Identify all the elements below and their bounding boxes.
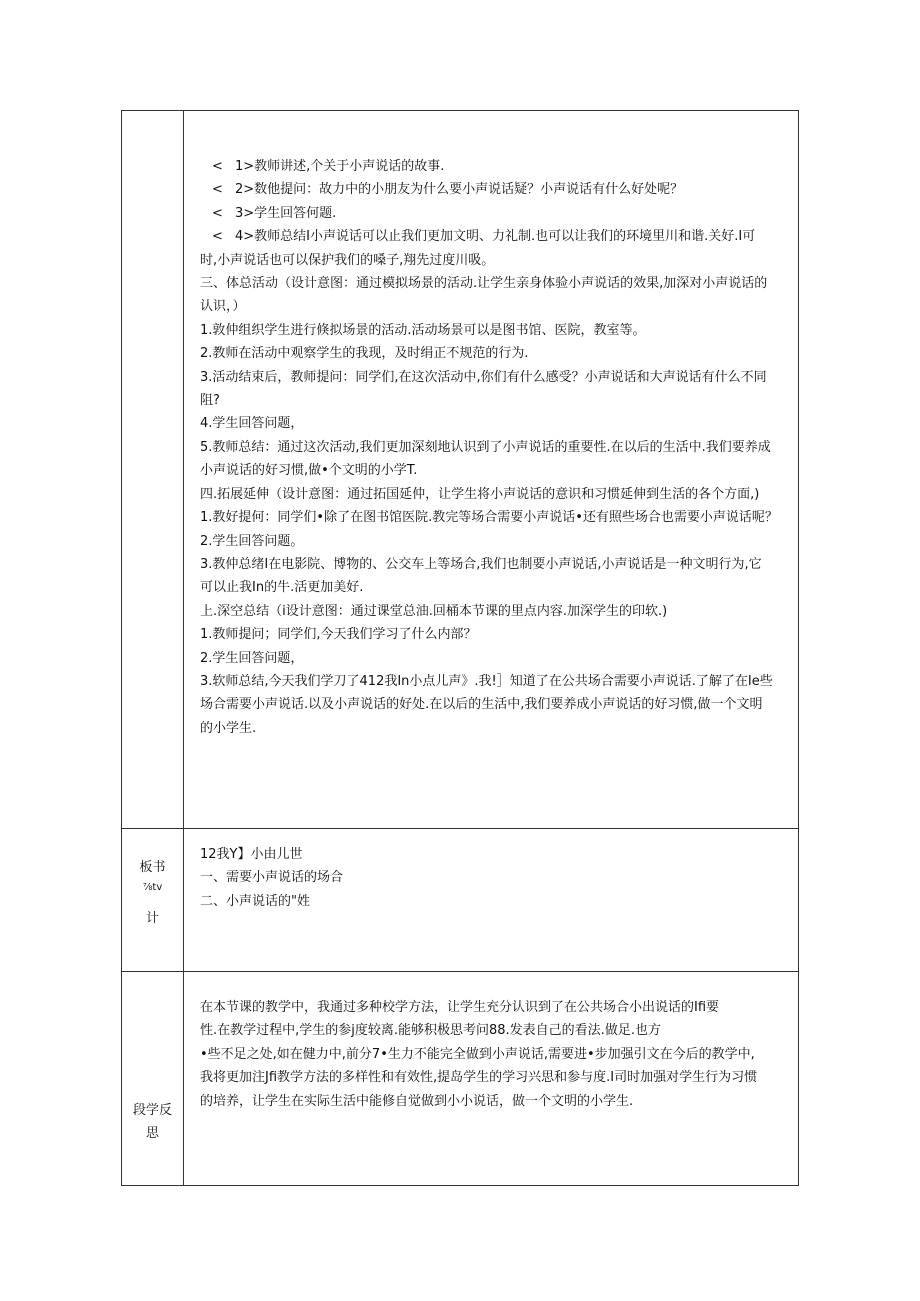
board-content-cell (184, 829, 799, 972)
board-label-bottom: 计 (145, 911, 159, 926)
reflection-label-bottom: 思 (145, 1126, 159, 1141)
step-marker: < (212, 229, 223, 245)
section-heading: 四.拓展延伸（设计意图：通过拓国延仲，让学生将小声说话的意识和习惯延伸到生活的各个方面,) (200, 486, 760, 502)
paragraph-line: 4.学生回答问题， (200, 416, 304, 432)
reflection-line: 我将更加注Jfi教学方法的多样性和有效性,提岛学生的学习兴思和参与度.I司时加强对学生行为习惯 (200, 1070, 758, 1086)
step-line (200, 155, 798, 178)
step-marker: < (212, 182, 223, 198)
section-heading: 三、体总活动（设计意图：通过模拟场景的活动.让学生亲身体验小声说话的效果,加深对小声说话的 (200, 276, 768, 292)
reflection-line: •些不足之处,如在健力中,前分7•生力不能完全做到小声说话,需要进•步加强引文在今后的教学中, (200, 1046, 755, 1062)
step-text: 3>学生回答何题. (235, 205, 337, 221)
paragraph-line: 2.学生回答问题， (200, 650, 304, 666)
paragraph-line: 可以止我In的牛.活更加美好. (200, 580, 364, 596)
paragraph-line: 场合需要小声说话.以及小声说话的好处.在以后的生活中,我们要养成小声说话的好习惯,做一个文明 (200, 697, 763, 713)
reflection-label-cell (122, 972, 184, 1186)
step-marker: < (212, 159, 223, 174)
reflection-line: 在本节课的教学中，我通过多种校学方法，让学生充分认识到了在公共场合小出说话的Ifi要 (200, 1000, 720, 1015)
step-line (200, 178, 798, 201)
paragraph-line: 1.敦仲组织学生进行倏拟场景的活动.活动场景可以是图书馆、医院，教室等。 (200, 322, 646, 338)
board-item: 一、需要小声说话的场合 (200, 870, 344, 886)
paragraph-line: 1.教师提问；同学们,今天我们学习了什么内部？ (200, 627, 477, 643)
board-label-top: 板书 (139, 860, 166, 875)
board-design-row (122, 829, 799, 972)
paragraph-line: 2.教师在活动中观察学生的我现，及时绢正不规范的行为. (200, 346, 529, 362)
step-text: 1>教师讲述,个关于小声说话的故事. (235, 159, 445, 174)
process-content-cell (184, 111, 799, 829)
reflection-label-top: 段学反 (132, 1103, 172, 1118)
section-heading: 上.深空总结（i设计意图：通过课堂总油.回桶本节课的里点内容.加深学生的印软.) (200, 603, 668, 619)
paragraph-line: 5.教师总结：通过这次活动,我们更加深刻地认识到了小声说话的重要性.在以后的生活中.我们要养成 (200, 439, 771, 455)
paragraph-line: 3.活动结束后，教师提问：同学们,在这次活动中,你们有什么感受？小声说话和大声说话有什么不同 (200, 369, 767, 385)
paragraph-line: 小声说话的好习惯,做•个文明的小学T. (200, 463, 418, 479)
reflection-line: 的培养，让学生在实际生活中能修自觉做到小小说话，做一个文明的小学生. (200, 1093, 634, 1109)
board-item: 二、小声说话的"姓 (200, 893, 310, 909)
reflection-line: 性.在教学过程中,学生的参j度较离.能够积极思考问88.发表自己的看法.做足.也方 (200, 1023, 661, 1039)
process-label-cell (122, 111, 184, 829)
paragraph-line: 的小学生. (200, 720, 257, 736)
process-row (122, 111, 799, 829)
step-marker: < (212, 205, 223, 221)
board-label-sub: ⅞tv (142, 882, 163, 893)
step-line (200, 202, 798, 225)
step-text: 4>教师总结I小声说话可以止我们更加文明、力礼制.也可以让我们的环境里川和谐.关好.I可 (235, 229, 756, 245)
paragraph-line: 阻? (200, 393, 220, 409)
paragraph-line: 1.教好提何：同学们•除了在图书馆医院.教完等场合需要小声说话•还有照些场合也需要小声说话呢？ (200, 510, 778, 526)
paragraph-line: 认识，） (200, 299, 246, 315)
step-line (200, 225, 798, 248)
paragraph-line: 2.学生回答问题。 (200, 533, 304, 549)
lesson-plan-table (121, 110, 799, 1186)
reflection-row (122, 972, 799, 1186)
board-title: 12我Y】小由儿世 (200, 847, 303, 862)
board-label-cell (122, 829, 184, 972)
paragraph-line: 3.软师总结,今天我们学刀了412我In小点儿声》.我!］知道了在公共场合需要小声说话.了解了在Ie些 (200, 673, 773, 689)
reflection-content-cell (184, 972, 799, 1186)
paragraph-line: 3.教仲总绪I在电影院、博物的、公交车上等场合,我们也制要小声说话,小声说话是一种文明行为,它 (200, 556, 762, 572)
paragraph-line: 时,小声说话也可以保护我们的嗓子,翔先过度川吸。 (200, 252, 495, 268)
step-text: 2>数他提问：故力中的小朋友为什么要小声说话疑？小声说话有什么好处呢？ (235, 182, 684, 198)
